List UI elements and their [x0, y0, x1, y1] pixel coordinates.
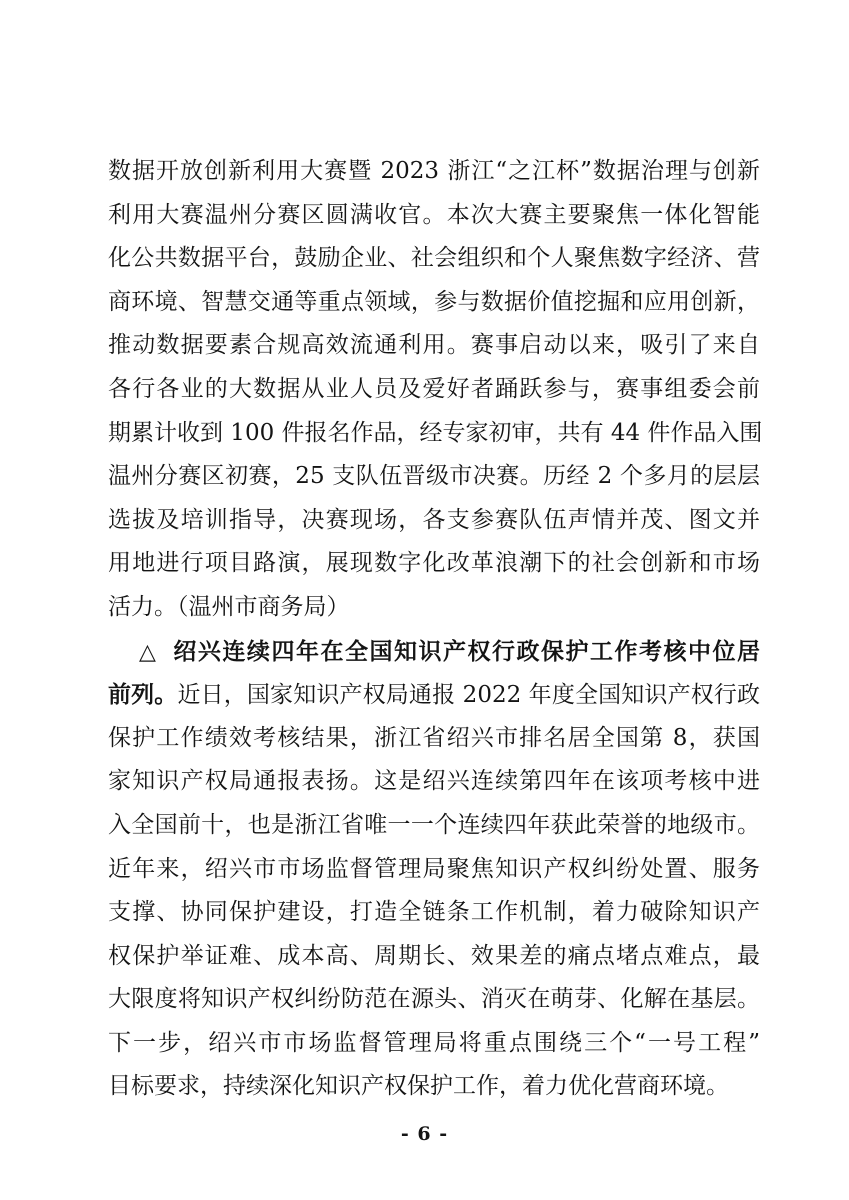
body-line: 选拔及培训指导，决赛现场，各支参赛队伍声情并茂、图文并 — [108, 506, 760, 533]
body-line: 保护工作绩效考核结果，浙江省绍兴市排名居全国第 8，获国 — [108, 724, 760, 751]
body-line: 推动数据要素合规高效流通利用。赛事启动以来，吸引了来自 — [108, 332, 760, 359]
body-line: 下一步，绍兴市市场监督管理局将重点围绕三个“一号工程” — [108, 1029, 760, 1056]
body-line: 权保护举证难、成本高、周期长、效果差的痛点堵点难点，最 — [108, 942, 760, 969]
heading-bold-text: 绍兴连续四年在全国知识产权行政保护工作考核中位居 — [171, 637, 760, 665]
body-text: 近日，国家知识产权局通报 2022 年度全国知识产权行政 — [177, 682, 761, 709]
body-line: 各行各业的大数据从业人员及爱好者踊跃参与，赛事组委会前 — [108, 375, 760, 402]
body-line: 活力。（温州市商务局） — [108, 593, 350, 620]
body-line: 商环境、智慧交通等重点领域，参与数据价值挖掘和应用创新， — [108, 288, 760, 315]
body-line: 支撑、协同保护建设，打造全链条工作机制，着力破除知识产 — [108, 899, 760, 926]
body-line: 近年来，绍兴市市场监督管理局聚焦知识产权纠纷处置、服务 — [108, 855, 760, 882]
paragraph-1 — [108, 150, 763, 630]
document-body — [108, 150, 763, 1109]
triangle-item-marker: △ — [139, 638, 156, 665]
page-number: - 6 - — [400, 1123, 449, 1145]
body-line: 用地进行项目路演，展现数字化改革浪潮下的社会创新和市场 — [108, 550, 760, 577]
paragraph-2 — [108, 630, 760, 1110]
body-line: 目标要求，持续深化知识产权保护工作，着力优化营商环境。 — [108, 1073, 729, 1100]
body-line-heading — [108, 630, 760, 674]
body-line: 数据开放创新利用大赛暨 2023 浙江“之江杯”数据治理与创新 — [108, 158, 760, 184]
body-line: 入全国前十，也是浙江省唯一一个连续四年获此荣誉的地级市。 — [108, 811, 760, 838]
body-line: 利用大赛温州分赛区圆满收官。本次大赛主要聚焦一体化智能 — [108, 201, 760, 228]
body-line: 温州分赛区初赛，25 支队伍晋级市决赛。历经 2 个多月的层层 — [108, 463, 760, 490]
heading-bold-text: 前列。 — [108, 681, 178, 709]
body-line: 化公共数据平台，鼓励企业、社会组织和个人聚焦数字经济、营 — [108, 245, 760, 272]
body-line: 大限度将知识产权纠纷防范在源头、消灭在萌芽、化解在基层。 — [108, 986, 760, 1013]
body-line — [108, 673, 760, 717]
body-line: 家知识产权局通报表扬。这是绍兴连续第四年在该项考核中进 — [108, 768, 760, 795]
body-line: 期累计收到 100 件报名作品，经专家初审，共有 44 件作品入围 — [108, 419, 763, 446]
